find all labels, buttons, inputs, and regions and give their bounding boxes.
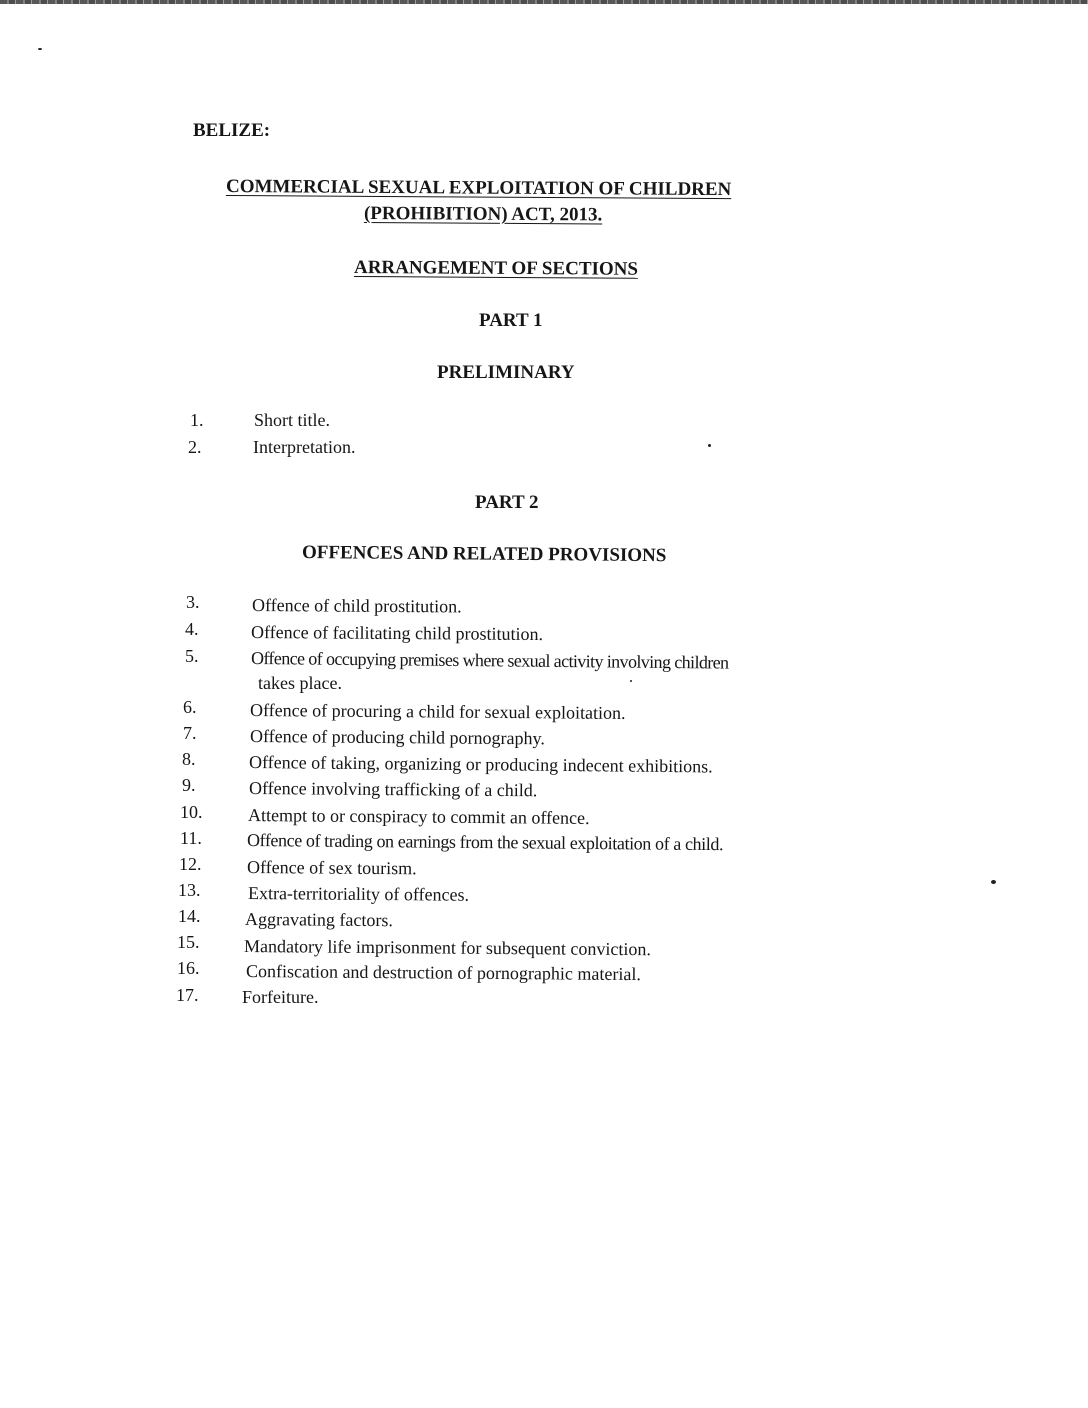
section-title: Attempt to or conspiracy to commit an offence. — [247, 805, 590, 828]
section-number: 4. — [185, 619, 199, 639]
section-title: Offence of procuring a child for sexual exploitation. — [249, 700, 626, 723]
section-title: Offence of occupying premises where sexual activity involving children — [250, 648, 729, 673]
section-number: 3. — [186, 592, 200, 612]
section-number: 10. — [180, 802, 203, 822]
section-title: Aggravating factors. — [244, 909, 394, 931]
part-2-label: PART 2 — [475, 492, 539, 513]
section-number: 1. — [190, 410, 204, 430]
section-title: Offence of trading on earnings from the sexual exploitation of a child. — [246, 830, 724, 855]
section-title: Extra-territoriality of offences. — [247, 883, 470, 905]
part-2-heading: OFFENCES AND RELATED PROVISIONS — [301, 542, 667, 567]
section-number: 13. — [178, 880, 201, 900]
section-number: 9. — [182, 775, 196, 795]
scan-edge-artifact — [0, 0, 1088, 4]
section-title: Confiscation and destruction of pornographic material. — [245, 961, 641, 985]
section-number: 17. — [176, 985, 199, 1005]
scan-speck — [991, 880, 996, 884]
section-title: Interpretation. — [253, 437, 356, 457]
section-number: 11. — [180, 828, 202, 848]
jurisdiction-label: BELIZE: — [193, 120, 271, 141]
section-number: 7. — [183, 723, 197, 743]
section-number: 6. — [183, 697, 197, 717]
act-title-line-1: COMMERCIAL SEXUAL EXPLOITATION OF CHILDREN — [225, 176, 732, 201]
section-title: Short title. — [254, 410, 330, 430]
section-title: Forfeiture. — [242, 987, 319, 1007]
part-1-label: PART 1 — [479, 310, 543, 331]
section-number: 14. — [178, 906, 201, 926]
section-number: 16. — [177, 958, 200, 978]
section-number: 5. — [185, 646, 199, 666]
section-title: Offence of sex tourism. — [246, 857, 417, 879]
section-title: Offence of facilitating child prostitution. — [250, 622, 544, 645]
section-number: 15. — [177, 932, 200, 952]
part-1-heading: PRELIMINARY — [437, 362, 575, 383]
scan-speck — [708, 444, 711, 447]
section-title: Offence involving trafficking of a child. — [248, 778, 538, 801]
section-title-continuation: takes place. — [258, 673, 342, 693]
arrangement-heading: ARRANGEMENT OF SECTIONS — [353, 257, 639, 280]
section-number: 12. — [179, 854, 202, 874]
section-title: Offence of producing child pornography. — [249, 726, 545, 749]
section-title: Offence of child prostitution. — [251, 595, 462, 617]
section-number: 8. — [182, 749, 196, 769]
scan-speck — [38, 48, 42, 50]
act-title-line-2: (PROHIBITION) ACT, 2013. — [363, 203, 603, 226]
scan-speck — [630, 680, 632, 682]
section-title: Offence of taking, organizing or producing indecent exhibitions. — [248, 752, 713, 777]
section-number: 2. — [188, 437, 202, 457]
section-title: Mandatory life imprisonment for subsequent conviction. — [243, 936, 651, 960]
